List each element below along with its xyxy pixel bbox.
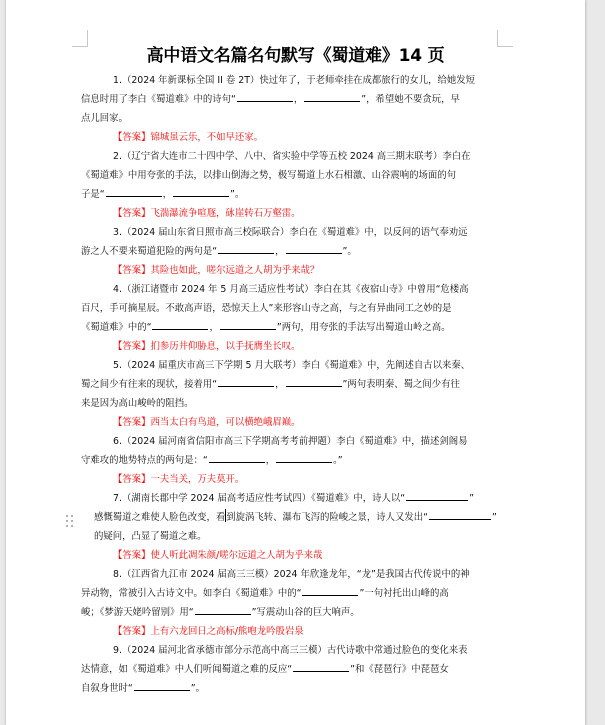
question-text: 5.（2024 届重庆市高三下学期 5 月大联考）李白《蜀道难》中，先阐述自古以来秦、 [113, 360, 471, 371]
fill-blank [134, 679, 190, 691]
document-title: 高中语文名篇名句默写《蜀道难》14 页 [146, 46, 445, 66]
question-text: 3.（2024 届山东省日照市高三校际联合）李白在《蜀道难》中，以反问的语气奉劝远 [113, 227, 468, 238]
answer-3: 【答案】其险也如此，嗟尔远道之人胡为乎来哉？ [113, 265, 320, 276]
fill-blank [304, 90, 360, 102]
question-3 [81, 223, 511, 261]
answer-4: 【答案】扪参历井仰胁息，以手抚膺坐长叹。 [113, 341, 301, 352]
question-4 [81, 280, 511, 337]
fill-blank [209, 451, 265, 463]
answer-1: 【答案】锦城虽云乐，不如早还家。 [113, 132, 264, 143]
fill-blank [218, 375, 274, 387]
question-text: 6.（2024 届河南省信阳市高三下学期高考考前押题）李白《蜀道难》中，描述剑阁易 [113, 436, 468, 447]
fill-blank [406, 489, 468, 501]
answer-2: 【答案】飞湍瀑流争喧豗，砯崖转石万壑雷。 [113, 208, 301, 219]
question-text: 守难攻的地势特点的两句是：“ ， 。” [81, 451, 511, 470]
fill-blank [429, 508, 491, 520]
question-5 [81, 356, 511, 413]
question-text: 感慨蜀道之难使人脸色改变，看到旋涡飞转、瀑布飞泻的险峻之景，诗人又发出“ ” [81, 508, 511, 527]
answer-6: 【答案】一夫当关，万夫莫开。 [113, 474, 245, 485]
question-1 [81, 71, 511, 128]
question-text: 峻；《梦游天姥吟留别》用“ ”写震动山谷的巨大响声。 [81, 603, 511, 622]
question-text: 自叙身世时“ ”。 [81, 679, 511, 698]
question-text: 信息时用了李白《蜀道难》中的诗句“ ， ”，希望她不要贪玩，早 [81, 90, 511, 109]
question-text: 9.（2024 届河北省承德市部分示范高中高三三模）古代诗歌中常通过脸色的变化来表 [113, 645, 468, 656]
question-text: 蜀之间少有往来的现状，接着用“ ， ”两句表明秦、蜀之间少有往 [81, 375, 511, 394]
question-2 [81, 147, 511, 204]
question-text: 百尺，手可摘星辰。不敢高声语，恐惊天上人”来形容山寺之高，与之有异曲同工之妙的是 [81, 303, 452, 314]
answer-8: 【答案】上有六龙回日之高标/熊咆龙吟殷岩泉 [113, 626, 304, 637]
question-text: 《蜀道难》中的“ ， ”两句，用夸张的手法写出蜀道山岭之高。 [81, 318, 511, 337]
question-7 [81, 489, 511, 546]
fill-blank [195, 603, 251, 615]
answer-7: 【答案】使人听此凋朱颜/嗟尔远道之人胡为乎来哉 [113, 550, 323, 561]
question-text: 达情意，如《蜀道难》中人们听闻蜀道之难的反应“ ”和《琵琶行》中琵琶女 [81, 660, 511, 679]
fill-blank [152, 318, 208, 330]
question-text: 游之人不要来蜀道犯险的两句是“ ， ”。 [81, 242, 511, 261]
question-text: 异动物，常被引入古诗文中。如李白《蜀道难》中的“ ”一句衬托出山峰的高 [81, 584, 511, 603]
fill-blank [220, 318, 276, 330]
fill-blank [276, 451, 332, 463]
question-text: 《蜀道难》中用夸张的手法，以排山倒海之势，极写蜀道上水石相激、山谷震响的场面的句 [81, 170, 457, 181]
answer-5: 【答案】西当太白有鸟道，可以横绝峨眉巅。 [113, 417, 301, 428]
question-text: 8.（江西省九江市 2024 届高三三模）2024 年欣逢龙年，“龙”是我国古代传说中的神 [113, 569, 470, 580]
fill-blank [106, 185, 162, 197]
question-6 [81, 432, 511, 470]
question-9 [81, 641, 511, 698]
fill-blank [293, 660, 349, 672]
question-text: 子是“ ， ”。 [81, 185, 511, 204]
document-body[interactable] [81, 71, 511, 698]
fill-blank [237, 90, 293, 102]
question-text: 7.（湖南长郡中学 2024 届高考适应性考试四）《蜀道难》中，诗人以“ ” [81, 489, 511, 508]
fill-blank [302, 584, 358, 596]
question-8 [81, 565, 511, 622]
document-page [6, 0, 585, 725]
question-text: 的疑问，凸显了蜀道之难。 [94, 531, 207, 542]
question-text: 4.（浙江诸暨市 2024 年 5 月高三适应性考试）李白在其《夜宿山寺》中曾用“危楼高 [113, 284, 469, 295]
fill-blank [286, 242, 342, 254]
question-text: 2.（辽宁省大连市二十四中学、八中、省实验中学等五校 2024 高三期末联考）李白在 [113, 151, 471, 162]
fill-blank [173, 185, 229, 197]
question-text: 来是因为高山峻岭的阻挡。 [81, 398, 194, 409]
fill-blank [286, 375, 342, 387]
question-text: 1.（2024 年新课标全国 II 卷 2T）快过年了，于老师牵挂在成都旅行的女儿，给她发短 [113, 75, 475, 86]
paragraph-drag-handle-icon[interactable] [66, 515, 74, 529]
question-text: 点儿回家。 [81, 113, 128, 124]
fill-blank [218, 242, 274, 254]
